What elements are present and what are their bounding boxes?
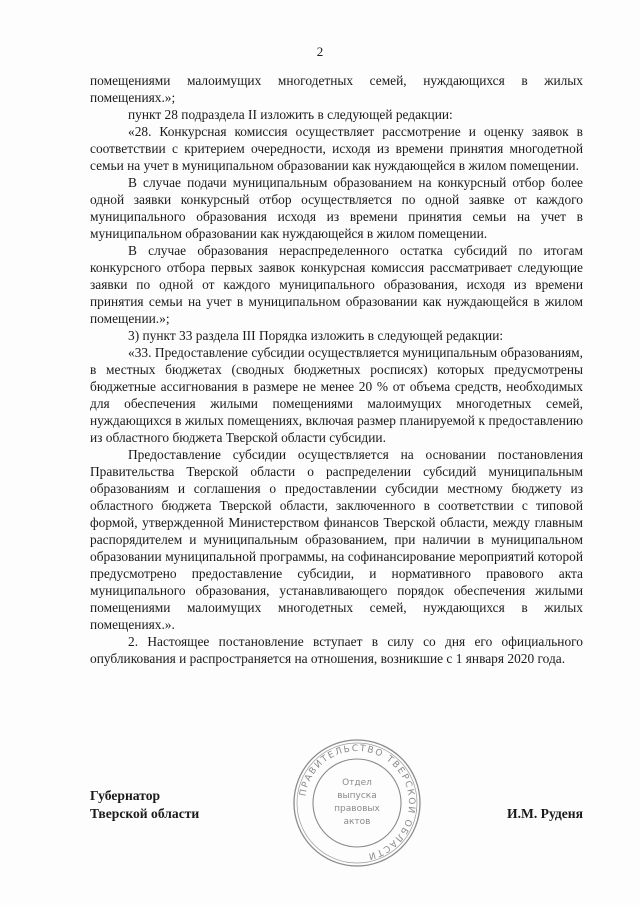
stamp-center-line-4: актов <box>343 817 371 827</box>
paragraph-continuation: помещениями малоимущих многодетных семей, нуждающихся в жилых помещениях.»; <box>90 73 583 105</box>
page-number: 2 <box>316 44 324 59</box>
position-line-2: Тверской области <box>90 806 200 821</box>
official-stamp <box>291 737 423 869</box>
paragraph-effective-date: 2. Настоящее постановление вступает в силу со дня его официального опубликования и распространяется на отношения, возникшие с 1 января 2020 года. <box>90 634 583 666</box>
paragraph-subsidy-basis: Предоставление субсидии осуществляется на основании постановления Правительства Тверской области о распределении субсидий муниципальным образованиям и соглашения о предоставлении субсидии местному бюджету из областного бюджета Тверской области, заключенного в соответствии с типовой формой, утвержденной Министерством финансов Тверской области, между главным распорядителем и муниципальным образованием, при наличии в муниципальном образовании муниципальной программы, на софинансирование мероприятий которой предусмотрено предоставление субсидии, и нормативного правового акта муниципального образования, устанавливающего порядок обеспечения жилыми помещениями малоимущих многодетных семей, нуждающихся в жилых помещениях.». <box>90 447 583 632</box>
signatory-name: И.М. Руденя <box>507 806 583 821</box>
paragraph-multiple-applications: В случае подачи муниципальным образованием на конкурсный отбор более одной заявки конкурсный отбор осуществляется по одной заявке от каждого муниципального образования исходя из времени принятия семьи на учет в муниципальном образовании как нуждающейся в жилом помещении. <box>90 175 583 241</box>
paragraph-remaining-subsidies: В случае образования нераспределенного остатка субсидий по итогам конкурсного отбора первых заявок конкурсная комиссия рассматривает следующие заявки по одной от каждого муниципального образования, исходя из времени принятия семьи на учет в муниципальном образовании как нуждающейся в жилом помещении.»; <box>90 243 583 326</box>
paragraph-point-33-intro: 3) пункт 33 раздела III Порядка изложить в следующей редакции: <box>128 328 504 343</box>
position-line-1: Губернатор <box>90 788 161 803</box>
stamp-center-line-3: правовых <box>334 804 380 814</box>
stamp-ring-text: ПРАВИТЕЛЬСТВО ТВЕРСКОЙ ОБЛАСТИ <box>298 743 417 862</box>
document-body <box>90 72 583 667</box>
paragraph-point-33: «33. Предоставление субсидии осуществляется муниципальным образованиям, в местных бюджетах (сводных бюджетных росписях) которых предусмотрены бюджетные ассигнования в размере не менее 20 % от объема средств, необходимых для обеспечения жилыми помещениями малоимущих многодетных семей, нуждающихся в жилых помещениях, включая размер планируемой к предоставлению из областного бюджета Тверской области субсидии. <box>90 345 583 445</box>
stamp-center-line-1: Отдел <box>342 778 372 788</box>
paragraph-point-28: «28. Конкурсная комиссия осуществляет рассмотрение и оценку заявок в соответствии с критерием очередности, исходя из времени принятия многодетной семьи на учет в муниципальном образовании как нуждающейся в жилом помещении. <box>90 124 583 173</box>
signatory-position <box>90 787 199 823</box>
paragraph-point-28-intro: пункт 28 подраздела II изложить в следующей редакции: <box>128 107 453 122</box>
stamp-center-line-2: выпуска <box>337 791 377 801</box>
